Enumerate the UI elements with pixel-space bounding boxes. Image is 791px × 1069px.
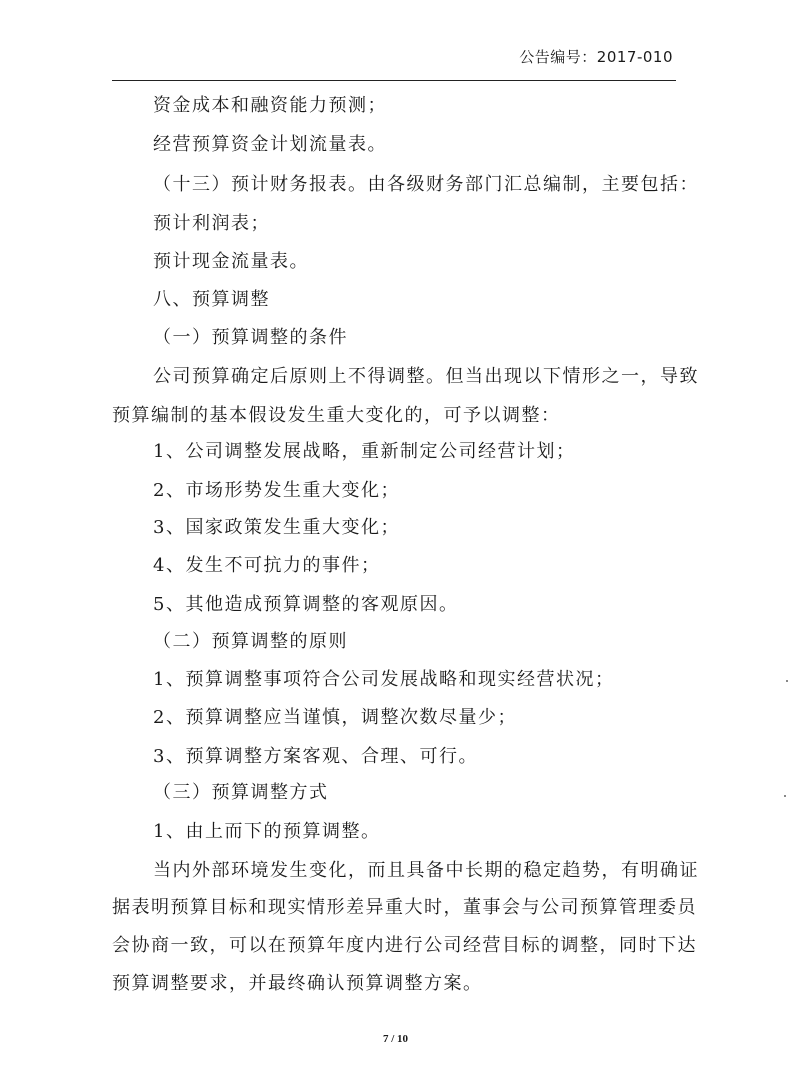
body-line: 会协商一致，可以在预算年度内进行公司经营目标的调整，同时下达 bbox=[112, 935, 697, 956]
body-line: 公司预算确定后原则上不得调整。但当出现以下情形之一，导致 bbox=[153, 366, 699, 387]
header-divider bbox=[112, 80, 676, 81]
subsection-heading: （三）预算调整方式 bbox=[153, 782, 329, 803]
scan-speck bbox=[786, 680, 788, 682]
body-line: 经营预算资金计划流量表。 bbox=[153, 134, 387, 155]
body-line: 预计利润表； bbox=[153, 213, 270, 234]
list-item: 2、预算调整应当谨慎，调整次数尽量少； bbox=[153, 707, 517, 728]
subsection-heading: （二）预算调整的原则 bbox=[153, 631, 348, 652]
page-number: 7 / 10 bbox=[382, 1033, 409, 1045]
list-item: 1、公司调整发展战略，重新制定公司经营计划； bbox=[153, 441, 576, 462]
body-line: 预计现金流量表。 bbox=[153, 251, 309, 272]
list-item: 2、市场形势发生重大变化； bbox=[153, 480, 400, 501]
list-item: 5、其他造成预算调整的客观原因。 bbox=[153, 594, 459, 615]
body-line: 预算编制的基本假设发生重大变化的，可予以调整： bbox=[112, 405, 561, 426]
list-item: 1、预算调整事项符合公司发展战略和现实经营状况； bbox=[153, 669, 615, 690]
body-line: 资金成本和融资能力预测； bbox=[153, 95, 387, 116]
list-item: 3、预算调整方案客观、合理、可行。 bbox=[153, 746, 478, 767]
body-line: 预算调整要求，并最终确认预算调整方案。 bbox=[112, 973, 483, 994]
list-item: 4、发生不可抗力的事件； bbox=[153, 555, 381, 576]
subsection-heading: （一）预算调整的条件 bbox=[153, 327, 348, 348]
body-line: （十三）预计财务报表。由各级财务部门汇总编制，主要包括： bbox=[153, 174, 699, 195]
list-item: 1、由上而下的预算调整。 bbox=[153, 821, 381, 842]
scan-speck bbox=[784, 795, 786, 797]
body-line: 据表明预算目标和现实情形差异重大时，董事会与公司预算管理委员 bbox=[112, 897, 697, 918]
body-line: 当内外部环境发生变化，而且具备中长期的稳定趋势，有明确证 bbox=[153, 860, 699, 881]
list-item: 3、国家政策发生重大变化； bbox=[153, 517, 400, 538]
announcement-number: 公告编号：2017-010 bbox=[519, 48, 673, 66]
section-heading: 八、预算调整 bbox=[153, 289, 270, 310]
